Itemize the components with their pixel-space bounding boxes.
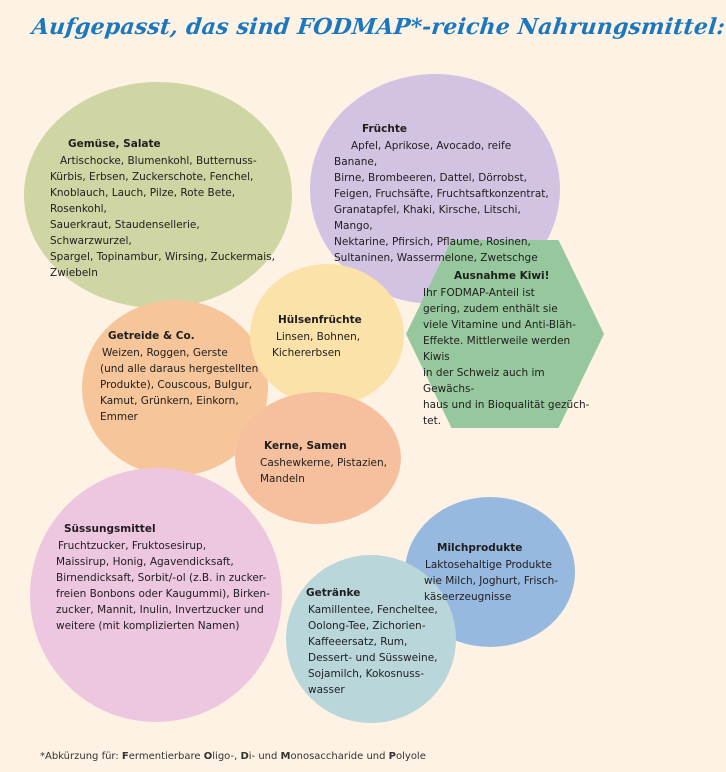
footnote-marker: *Abkürzung für: xyxy=(40,751,122,762)
group-fruechte xyxy=(334,121,552,266)
group-heading: Getreide & Co. xyxy=(108,330,195,342)
group-heading: Gemüse, Salate xyxy=(68,138,161,150)
group-body: Linsen, Bohnen, Kichererbsen xyxy=(272,331,361,359)
footnote-text: ermentierbare xyxy=(128,751,204,762)
group-heading: Milchprodukte xyxy=(437,542,523,554)
group-body: Kamillentee, Fencheltee, Oolong-Tee, Zichorien- Kaffeeersatz, Rum, Dessert- und Süssweine, Sojamilch, Kokosnuss- wasser xyxy=(308,604,438,696)
group-body: Artischocke, Blumenkohl, Butternuss- Kürbis, Erbsen, Zuckerschote, Fenchel, Knoblauch, Lauch, Pilze, Rote Bete, Rosenkohl, Sauerkraut, Staudensellerie, Schwarzwurzel, Spargel, Topinambur, Wirsing, Zuckermais, Zwiebeln xyxy=(50,155,275,279)
group-body: Apfel, Aprikose, Avocado, reife Banane, Birne, Brombeeren, Dattel, Dörrobst, Feigen, Fruchsäfte, Fruchtsaftkonzentrat, Granatapfel, Khaki, Kirsche, Litschi, Mango, Nektarine, Pfirsich, Pflaume, Rosinen, Sultaninen, Wassermelone, Zwetschge xyxy=(334,140,549,264)
group-getreide xyxy=(100,328,262,425)
group-huelsenfruechte xyxy=(272,312,392,361)
footnote-letter-m: M xyxy=(280,751,291,762)
group-heading: Ausnahme Kiwi! xyxy=(454,270,550,282)
footnote-letter-d: D xyxy=(240,751,249,762)
group-heading: Süssungsmittel xyxy=(64,523,156,535)
group-kerne xyxy=(260,438,390,487)
group-body: Fruchtzucker, Fruktosesirup, Maissirup, Honig, Agavendicksaft, Birnendicksaft, Sorbit/-ol (z.B. in zucker- freien Bonbons oder Kaugummi), Birken- zucker, Mannit, Inulin, Invertzucker und weitere (mit komplizierten Namen) xyxy=(56,540,270,632)
footnote-text: olyole xyxy=(396,751,426,762)
footnote-text: i- und xyxy=(248,751,281,762)
group-body: Cashewkerne, Pistazien, Mandeln xyxy=(260,457,387,485)
group-heading: Kerne, Samen xyxy=(264,440,347,452)
group-suessungsmittel xyxy=(56,521,278,634)
group-heading: Getränke xyxy=(306,587,361,599)
footnote-text: ligo-, xyxy=(212,751,241,762)
group-body: Laktosehaltige Produkte wie Milch, Joghurt, Frisch- käseerzeugnisse xyxy=(424,559,559,603)
group-kiwi xyxy=(420,268,596,429)
footnote-letter-f: F xyxy=(121,751,129,762)
group-heading: Hülsenfrüchte xyxy=(278,314,362,326)
footnote-letter-o: O xyxy=(203,751,213,762)
footnote xyxy=(40,750,426,764)
group-gemuese xyxy=(50,136,282,281)
footnote-text: onosaccharide und xyxy=(290,751,389,762)
page-title: Aufgepasst, das sind FODMAP*-reiche Nahrungsmittel: xyxy=(30,14,726,40)
group-body: Ihr FODMAP-Anteil ist gering, zudem enthält sie viele Vitamine und Anti-Bläh- Effekte. Mittlerweile werden Kiwis in der Schweiz auch im Gewächs- haus und in Bioqualität gezüch- tet. xyxy=(423,287,590,427)
group-heading: Früchte xyxy=(362,123,407,135)
group-getraenke xyxy=(306,585,452,698)
group-body: Weizen, Roggen, Gerste (und alle daraus hergestellten Produkte), Couscous, Bulgur, Kamut, Grünkern, Einkorn, Emmer xyxy=(100,347,259,423)
footnote-letter-p: P xyxy=(388,751,396,762)
